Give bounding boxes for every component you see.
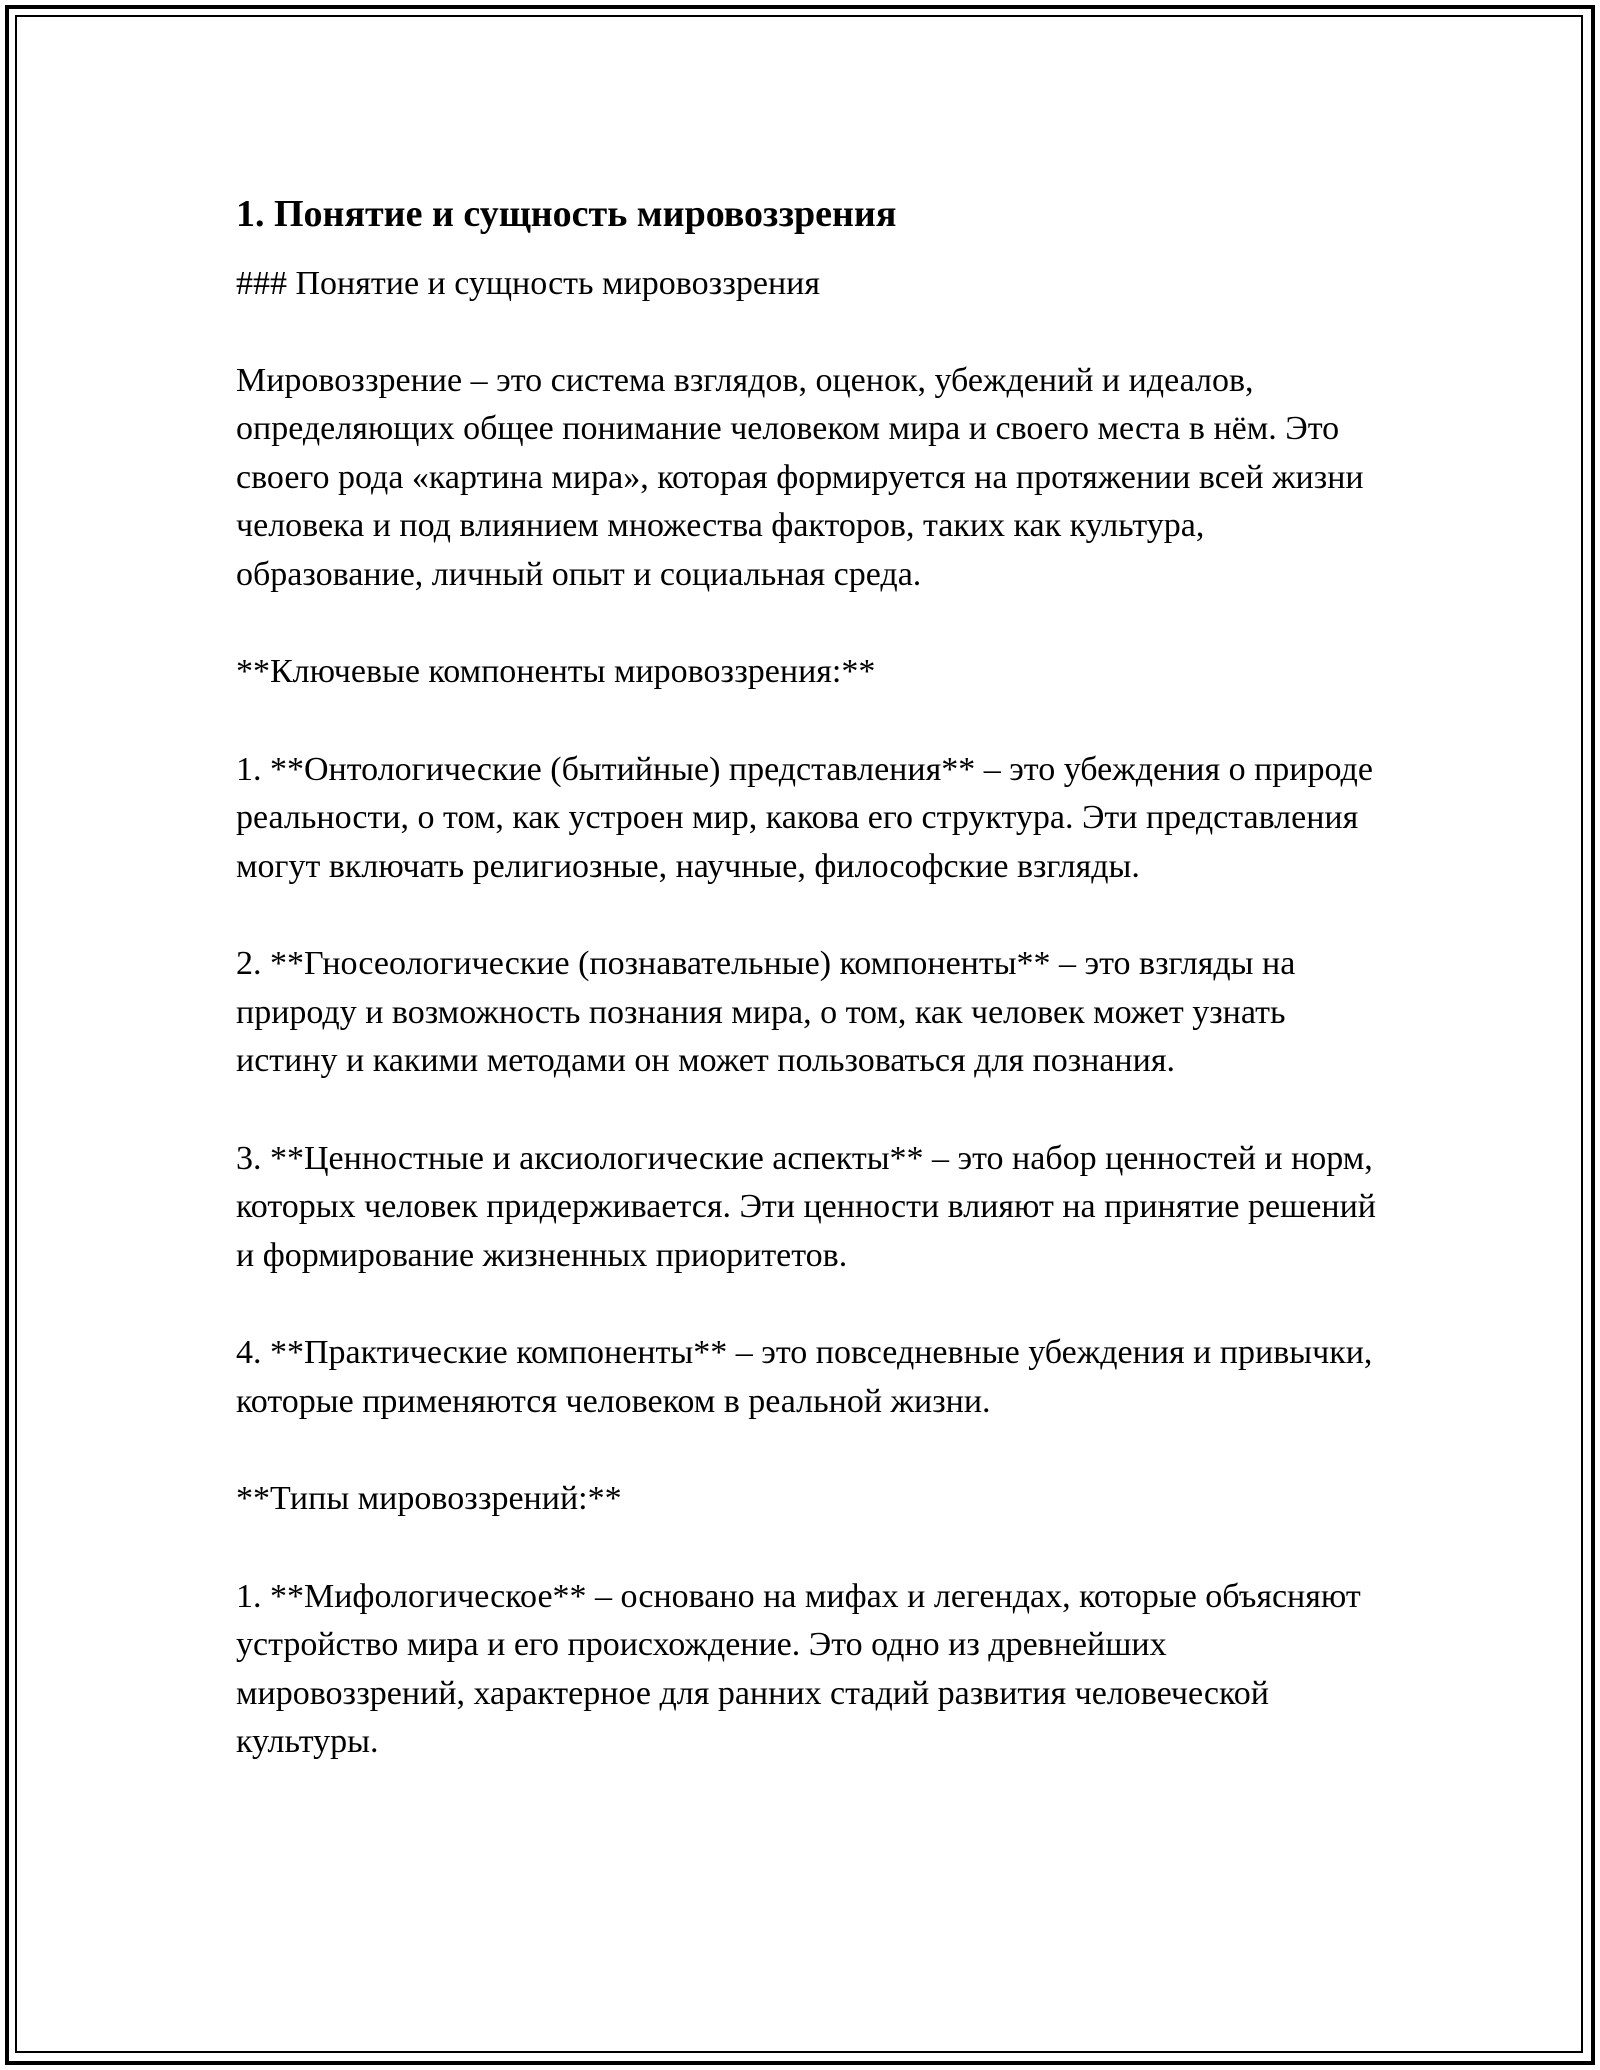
- paragraph-component-ontological: 1. **Онтологические (бытийные) представления** – это убеждения о природе реальности, о том, как устроен мир, какова его структура. Эти представления могут включать религиозные, научные, философские взгляды.: [236, 750, 1373, 885]
- paragraph-type-mythological: 1. **Мифологическое** – основано на мифах и легендах, которые объясняют устройство мира и его происхождение. Это одно из древнейших мировоззрений, характерное для ранних стадий развития человеческой культуры.: [236, 1577, 1361, 1760]
- paragraph-types-heading: **Типы мировоззрений:**: [236, 1480, 622, 1517]
- document-body: [236, 188, 1386, 1767]
- paragraph-components-heading: **Ключевые компоненты мировоззрения:**: [236, 653, 876, 690]
- markdown-subheading: ### Понятие и сущность мировоззрения: [236, 265, 820, 302]
- document-title: 1. Понятие и сущность мировоззрения: [236, 193, 897, 235]
- paragraph-component-axiological: 3. **Ценностные и аксиологические аспекты** – это набор ценностей и норм, которых человек придерживается. Эти ценности влияют на принятие решений и формирование жизненных приоритетов.: [236, 1139, 1376, 1274]
- paragraph-component-practical: 4. **Практические компоненты** – это повседневные убеждения и привычки, которые применяются человеком в реальной жизни.: [236, 1334, 1373, 1420]
- paragraph-definition: Мировоззрение – это система взглядов, оценок, убеждений и идеалов, определяющих общее понимание человеком мира и своего места в нём. Это своего рода «картина мира», которая формируется на протяжении всей жизни человека и под влиянием множества факторов, таких как культура, образование, личный опыт и социальная среда.: [236, 361, 1364, 593]
- paragraph-component-gnoseological: 2. **Гносеологические (познавательные) компоненты** – это взгляды на природу и возможность познания мира, о том, как человек может узнать истину и какими методами он может пользоваться для познания.: [236, 945, 1296, 1079]
